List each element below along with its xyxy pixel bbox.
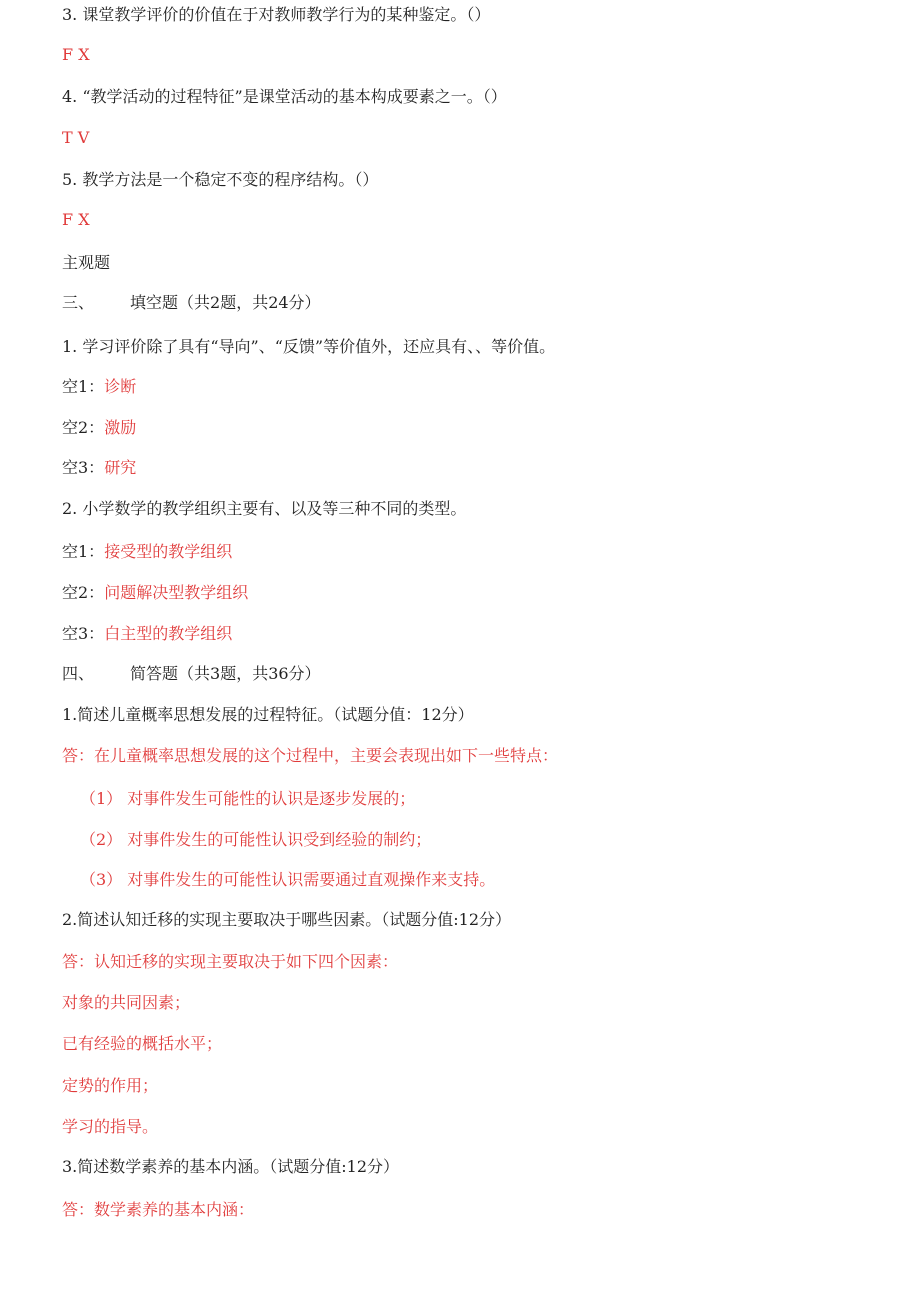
judge-answer-5: F X xyxy=(62,210,90,229)
fill-question-1: 1. 学习评价除了具有“导向”、“反馈”等价值外，还应具有、、等价值。 xyxy=(62,337,556,356)
short-answer-2-point-3: 定势的作用； xyxy=(62,1076,159,1095)
fill-q2-blank-3 xyxy=(62,624,232,644)
short-question-1: 1.简述儿童概率思想发展的过程特征。（试题分值：12分） xyxy=(62,705,474,724)
fill-q1-blank-3 xyxy=(62,458,136,478)
fill-q2-blank-2 xyxy=(62,583,248,603)
short-section-heading xyxy=(62,664,321,684)
judge-question-5: 5. 教学方法是一个稳定不变的程序结构。（） xyxy=(62,170,379,189)
blank-answer: 问题解决型教学组织 xyxy=(104,583,249,602)
fill-question-2: 2. 小学数学的教学组织主要有、以及等三种不同的类型。 xyxy=(62,499,467,518)
subjective-title: 主观题 xyxy=(62,253,111,272)
fill-section-heading xyxy=(62,293,321,313)
fill-heading-text: 填空题（共2题，共24分） xyxy=(130,293,321,312)
short-question-2: 2.简述认知迁移的实现主要取决于哪些因素。（试题分值:12分） xyxy=(62,910,512,929)
blank-label: 空3： xyxy=(62,624,105,643)
short-answer-2-point-1: 对象的共同因素； xyxy=(62,993,191,1012)
judge-question-4: 4. “教学活动的过程特征”是课堂活动的基本构成要素之一。（） xyxy=(62,87,507,106)
short-answer-2-point-2: 已有经验的概括水平； xyxy=(62,1034,223,1053)
short-answer-1-point-1: （1） 对事件发生可能性的认识是逐步发展的； xyxy=(80,789,416,808)
judge-answer-4: T V xyxy=(62,128,90,147)
short-answer-3-intro: 答：数学素养的基本内涵： xyxy=(62,1200,255,1219)
blank-answer: 白主型的教学组织 xyxy=(104,624,233,643)
short-answer-2-point-4: 学习的指导。 xyxy=(62,1117,159,1136)
short-answer-1-point-3: （3） 对事件发生的可能性认识需要通过直观操作来支持。 xyxy=(80,870,496,889)
short-answer-1-point-2: （2） 对事件发生的可能性认识受到经验的制约； xyxy=(80,830,432,849)
short-heading-number: 四、 xyxy=(62,664,95,683)
short-question-3: 3.简述数学素养的基本内涵。（试题分值:12分） xyxy=(62,1157,400,1176)
short-answer-2-intro: 答：认知迁移的实现主要取决于如下四个因素： xyxy=(62,952,399,971)
blank-label: 空2： xyxy=(62,418,105,437)
blank-answer: 研究 xyxy=(104,458,137,477)
blank-answer: 激励 xyxy=(104,418,137,437)
blank-answer: 接受型的教学组织 xyxy=(104,542,233,561)
fill-q1-blank-1 xyxy=(62,377,136,397)
short-heading-text: 简答题（共3题，共36分） xyxy=(130,664,321,683)
short-answer-1-intro: 答：在儿童概率思想发展的这个过程中，主要会表现出如下一些特点： xyxy=(62,746,559,765)
fill-heading-number: 三、 xyxy=(62,293,95,312)
blank-answer: 诊断 xyxy=(104,377,137,396)
blank-label: 空3： xyxy=(62,458,105,477)
blank-label: 空2： xyxy=(62,583,105,602)
judge-answer-3: F X xyxy=(62,45,90,64)
judge-question-3: 3. 课堂教学评价的价值在于对教师教学行为的某种鉴定。（） xyxy=(62,5,491,24)
fill-q1-blank-2 xyxy=(62,418,136,438)
blank-label: 空1： xyxy=(62,542,105,561)
blank-label: 空1： xyxy=(62,377,105,396)
fill-q2-blank-1 xyxy=(62,542,232,562)
